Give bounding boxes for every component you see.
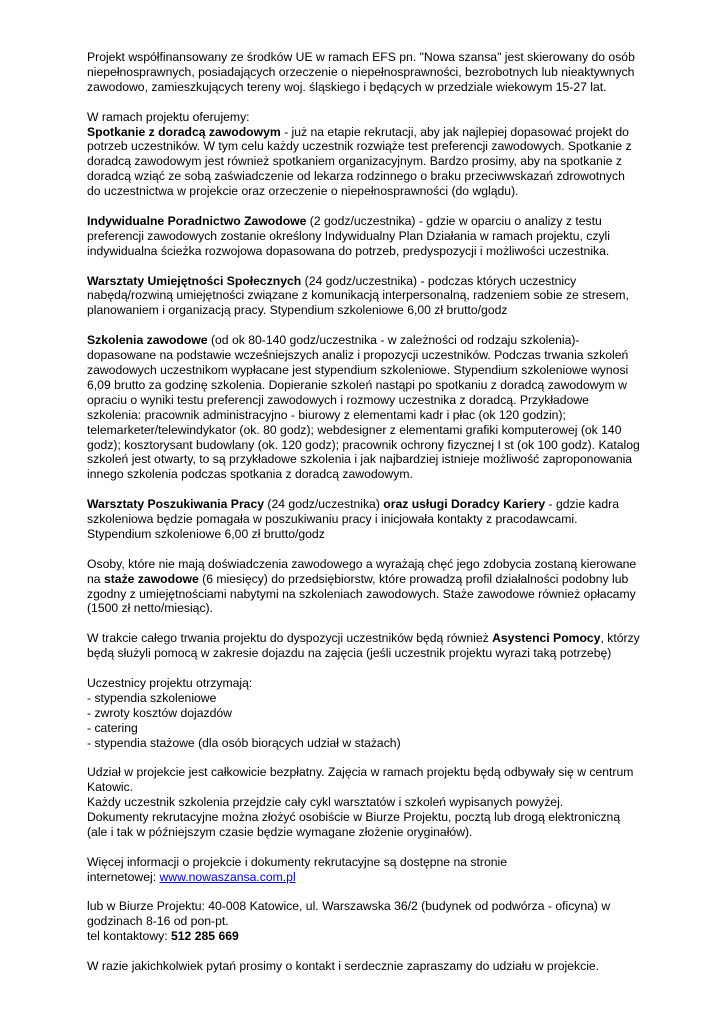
staze-title: staże zawodowe: [103, 571, 199, 586]
list-item: - zwroty kosztów dojazdów: [87, 705, 232, 720]
text-line: będą służyli pomocą w zakresie dojazdu na zajęcia (jeśli uczestnik projektu wyrazi taką potrzebę): [87, 646, 612, 661]
text-line: dopasowane na podstawie wcześniejszych analiz i propozycji uczestników. Podczas trwania szkoleń: [87, 348, 629, 363]
text-line: szkolenia: pracownik administracyjno - biurowy z elementami kadr i płac (ok 120 godzin);: [87, 407, 566, 422]
list-item: - stypendia szkoleniowe: [87, 690, 217, 705]
text-line: Osoby, które nie mają doświadczenia zawodowego a wyrażają chęć jego zdobycia zostaną kierowane: [87, 556, 637, 571]
text-line: doradcą wziąć ze sobą zaświadczenie od lekarza rodzinnego o braku przeciwwskazań zdrowotnych: [87, 169, 625, 184]
text-line: [87, 631, 647, 646]
offer-heading: W ramach projektu oferujemy:: [87, 109, 250, 124]
text-fragment: (24 godz/uczestnika): [264, 497, 384, 512]
text-line: Stypendium szkoleniowe 6,00 zł brutto/godz: [87, 526, 325, 541]
text-line: zawodowo, zamieszkujących tereny woj. śląskiego i będących w przedziale wiekowym 15-27 lat.: [87, 79, 607, 94]
text-line: Dokumenty rekrutacyjne można złożyć osobiście w Biurze Projektu, pocztą lub drogą elektroniczną: [87, 810, 621, 825]
text-line: 6,09 brutto za godzinę szkolenia. Dopieranie szkoleń nastąpi po spotkaniu z doradcą zawodowym w: [87, 377, 627, 392]
text-line: zawodowych uczestnikom wypłacane jest stypendium szkoleniowe. Stypendium szkoleniowe wynosi: [87, 362, 629, 377]
text-fragment: tel kontaktowy:: [87, 929, 171, 944]
wus-paragraph: [87, 274, 647, 319]
text-fragment: - już na etapie rekrutacji, aby jak najlepiej dopasować projekt do: [280, 124, 629, 139]
benefits-heading: Uczestnicy projektu otrzymają:: [87, 675, 253, 690]
text-line: [87, 572, 647, 587]
text-fragment: internetowej:: [87, 869, 160, 884]
text-line: [87, 274, 647, 289]
ipd-title: Indywidualne Poradnictwo Zawodowe: [87, 213, 307, 228]
closing-paragraph: [87, 959, 647, 974]
text-line: Każdy uczestnik szkolenia przejdzie cały cykl warsztatów i szkoleń wypisanych powyżej.: [87, 795, 564, 810]
text-line: lub w Biurze Projektu: 40-008 Katowice, ul. Warszawska 36/2 (budynek od podwórza - oficyna) w: [87, 899, 611, 914]
ipd-paragraph: [87, 214, 647, 259]
text-line: doradcą zawodowym jest również spotkaniem organizacyjnym. Bardzo prosimy, aby na spotkanie z: [87, 154, 622, 169]
free-paragraph: [87, 765, 647, 840]
website-link[interactable]: www.nowaszansa.com.pl: [159, 869, 296, 884]
text-line: preferencji zawodowych zostanie określony Indywidualny Plan Działania w ramach projektu, czyli: [87, 228, 610, 243]
text-fragment: , którzy: [600, 631, 640, 646]
text-line: szkoleń jest otwarty, to są przykładowe szkolenia i jak najbardziej istnieje możliwość zaproponowania: [87, 452, 633, 467]
text-line: innego szkolenia podczas spotkania z doradcą zawodowym.: [87, 467, 413, 482]
text-line: planowaniem i organizacją pracy. Stypendium szkoleniowe 6,00 zł brutto/godz: [87, 303, 508, 318]
text-fragment: (6 miesięcy) do przedsiębiorstw, które prowadzą profil działalności podobny lub: [198, 571, 629, 586]
text-line: Więcej informacji o projekcie i dokumenty rekrutacyjne są dostępne na stronie: [87, 854, 507, 869]
wus-title: Warsztaty Umiejętności Społecznych: [87, 273, 302, 288]
text-line: szkoleniowa będzie pomagała w poszukiwaniu pracy i inicjowała kontakty z pracodawcami.: [87, 512, 578, 527]
text-line: do uczestnictwa w projekcie oraz orzeczenie o niepełnosprawności (do wglądu).: [87, 184, 519, 199]
office-paragraph: [87, 899, 647, 944]
text-fragment: (od ok 80-140 godz/uczestnika - w zależności od rodzaju szkolenia)-: [207, 333, 580, 348]
text-line: [87, 125, 647, 140]
text-line: [87, 333, 647, 348]
text-line: telemarketer/telewindykator (ok. 80 godz); webdesigner z elementami grafiki komputerowej (ok 140: [87, 422, 622, 437]
text-line: indywidualna ścieżka rozwojowa dopasowana do potrzeb, predyspozycji i możliwości uczestnika.: [87, 243, 610, 258]
text-line: potrzeb uczestników. W tym celu każdy uczestnik rozwiąże test preferencji zawodowych. Spotkanie z: [87, 139, 632, 154]
intro-paragraph: [87, 50, 647, 95]
text-line: [87, 870, 647, 885]
text-line: godzinach 8-16 od pon-pt.: [87, 914, 229, 929]
text-line: W razie jakichkolwiek pytań prosimy o kontakt i serdecznie zapraszamy do udziału w projekcie.: [87, 959, 600, 974]
info-paragraph: [87, 855, 647, 885]
text-line: niepełnosprawnych, posiadających orzeczenie o niepełnosprawności, bezrobotnych lub nieaktywnych: [87, 64, 635, 79]
offer-section: [87, 110, 647, 199]
text-line: [87, 497, 647, 512]
szkolenia-paragraph: [87, 333, 647, 482]
benefits-list: [87, 676, 647, 751]
asystenci-title: Asystenci Pomocy: [492, 631, 601, 646]
text-line: (ale i tak w późniejszym czasie będzie wymagane złożenie oryginałów).: [87, 824, 473, 839]
text-line: godz); kosztorysant budowlany (ok. 120 godz); pracownik ochrony fizycznej I st (ok 100 godz). Katalog: [87, 437, 640, 452]
list-item: - stypendia stażowe (dla osób biorących udział w stażach): [87, 735, 401, 750]
doradca-kariery-title: oraz usługi Doradcy Kariery: [383, 497, 546, 512]
text-fragment: na: [87, 571, 104, 586]
document-page: [87, 50, 647, 989]
text-line: Udział w projekcie jest całkowicie bezpłatny. Zajęcia w ramach projektu będą odbywały się w centrum: [87, 765, 634, 780]
text-line: [87, 214, 647, 229]
wpp-paragraph: [87, 497, 647, 542]
phone-number: 512 285 669: [171, 929, 239, 944]
text-line: zgodny z umiejętnościami nabytymi na szkoleniach zawodowych. Staże zawodowe również opłacamy: [87, 586, 636, 601]
spotkanie-title: Spotkanie z doradcą zawodowym: [87, 124, 281, 139]
text-line: opraciu o wyniki testu preferencji zawodowych i rozmowy uczestnika z doradcą. Przykładowe: [87, 392, 589, 407]
text-fragment: (24 godz/uczestnika) - podczas których uczestnicy: [301, 273, 577, 288]
list-item: - catering: [87, 720, 138, 735]
wpp-title: Warsztaty Poszukiwania Pracy: [87, 497, 265, 512]
staze-paragraph: [87, 557, 647, 617]
text-line: Katowic.: [87, 780, 134, 795]
text-line: [87, 929, 647, 944]
text-fragment: - gdzie kadra: [545, 497, 619, 512]
szkolenia-title: Szkolenia zawodowe: [87, 333, 208, 348]
asystenci-paragraph: [87, 631, 647, 661]
text-fragment: W trakcie całego trwania projektu do dyspozycji uczestników będą również: [87, 631, 493, 646]
text-line: Projekt współfinansowany ze środków UE w ramach EFS pn. "Nowa szansa" jest skierowany do osób: [87, 50, 635, 64]
text-line: (1500 zł netto/miesiąc).: [87, 601, 213, 616]
text-line: nabędą/rozwiną umiejętności związane z komunikacją interpersonalną, radzeniem sobie ze stresem,: [87, 288, 629, 303]
text-fragment: (2 godz/uczestnika) - gdzie w oparciu o analizy z testu: [306, 213, 602, 228]
